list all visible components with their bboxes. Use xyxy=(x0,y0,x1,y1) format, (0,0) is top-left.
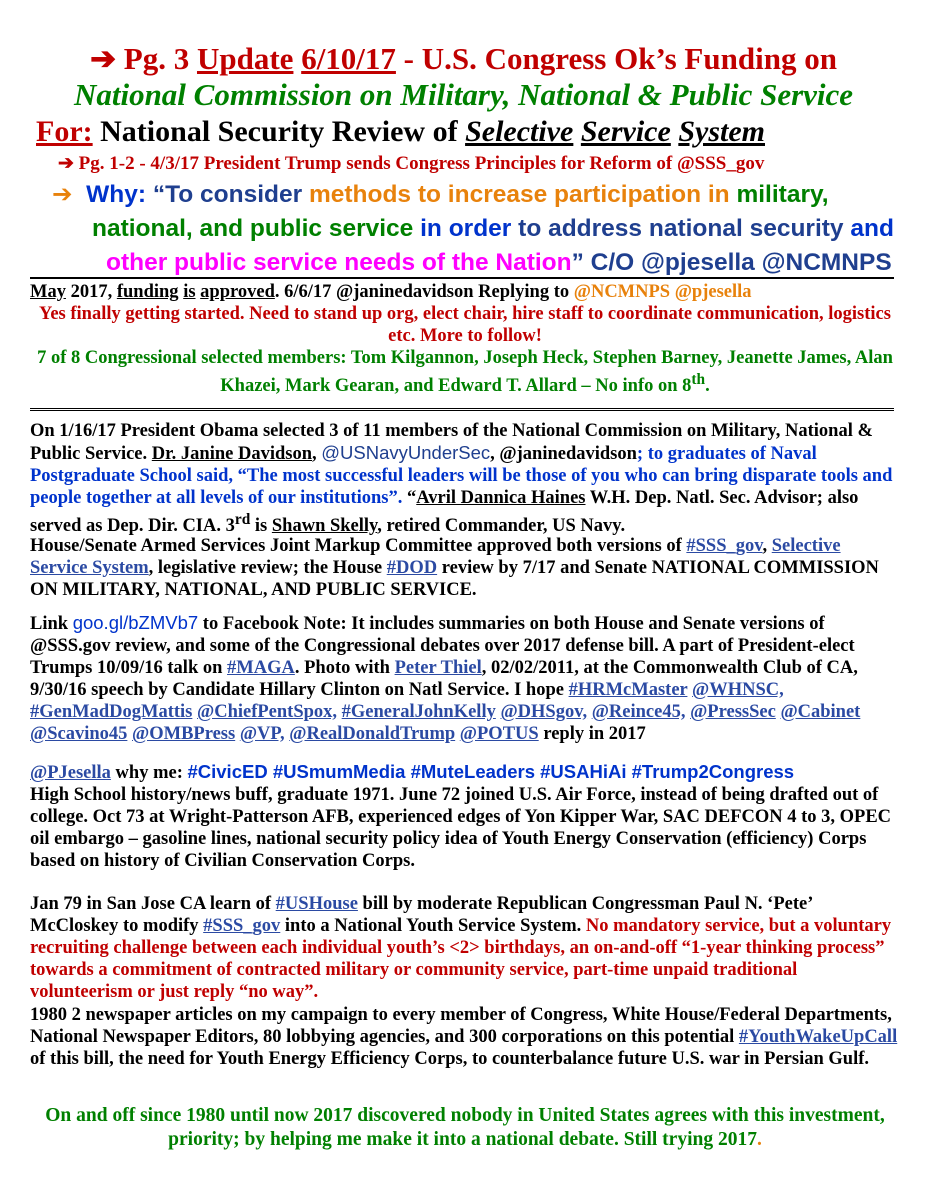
arrow-right-icon: ➔ xyxy=(90,41,117,76)
subtitle-text: Pg. 1-2 - 4/3/17 President Trump sends Congress Principles for Reform of @SSS_gov xyxy=(78,153,765,174)
why-q2: methods to increase participation in xyxy=(308,181,730,208)
tag-potus[interactable]: @POTUS xyxy=(459,724,539,744)
paragraph-1979 xyxy=(30,893,900,1003)
may-funding-block xyxy=(30,281,900,397)
paragraph-1980 xyxy=(30,1004,900,1070)
p1-text-c: , @janinedavidson xyxy=(490,444,637,464)
p3-text-a: Link xyxy=(30,614,73,634)
p3-text-d: , 02/02/2011, at the Commonwealth Club of CA, 9/30/16 speech by Candidate Hillary Clinton on Natl Service. I hope xyxy=(30,658,858,700)
members-sup: th xyxy=(691,371,706,388)
p1-navy-handle: @USNavyUnderSec xyxy=(321,442,491,463)
p5-text-c: into a National Youth Service System. xyxy=(280,916,586,936)
why-q4: national, and public service xyxy=(92,215,414,242)
divider xyxy=(30,277,894,279)
p2-text-a: House/Senate Armed Services Joint Markup Committee approved both versions of xyxy=(30,536,687,556)
why-q5: in order xyxy=(420,215,512,242)
members-text: 7 of 8 Congressional selected members: Tom Kilgannon, Joseph Heck, Stephen Barney, Jeanette James, Alan Khazei, Mark Gearan, and Edward T. Allard – No info on 8 xyxy=(37,348,893,397)
approved-word: approved xyxy=(200,282,275,302)
p3-text-b: to Facebook Note: It includes summaries on both House and Senate versions of @SSS.gov review, and some of the Congressional debates over 2017 defense bill. A part of President-elect Trumps 10/09/16 talk on xyxy=(30,614,855,678)
members-list xyxy=(30,347,900,397)
p1-text-f: W.H. Dep. Natl. Sec. Advisor; also served as Dep. Dir. CIA. 3 xyxy=(30,488,859,537)
paragraph-link xyxy=(30,612,900,745)
p1-text-e: “ xyxy=(402,488,417,508)
hashtag-dod[interactable]: #DOD xyxy=(386,558,438,578)
p1-haines: Avril Dannica Haines xyxy=(416,488,586,508)
hashtag-youthwakeupcall[interactable]: #YouthWakeUpCall xyxy=(738,1027,898,1047)
p5-red-text: No mandatory service, but a voluntary recruiting challenge between each individual youth’s <2> birthdays, an on-and-off “1-year thinking process” towards a commitment of contracted military or community service, part-time unpaid traditional volunteerism or just reply “no way”. xyxy=(30,916,892,1002)
why-q9: ” C/O @pjesella @NCMNPS xyxy=(571,249,892,276)
p2-text-c: , legislative review; the House xyxy=(148,558,387,578)
may-year: 2017, xyxy=(65,282,113,302)
why-statement xyxy=(52,178,912,280)
tag-presssec[interactable]: @PressSec xyxy=(690,702,776,722)
why-line-3 xyxy=(52,246,912,280)
why-q1: “To consider xyxy=(152,181,303,208)
p6-text-b: of this bill, the need for Youth Energy Efficiency Corps, to counterbalance future U.S. war in Persian Gulf. xyxy=(30,1049,869,1069)
tag-dhsgov[interactable]: @DHSgov, xyxy=(500,702,588,722)
tag-cabinet[interactable]: @Cabinet xyxy=(780,702,861,722)
tag-ombpress[interactable]: @OMBPress xyxy=(132,724,236,744)
p2-text-b: , xyxy=(762,536,772,556)
paragraph-why-me xyxy=(30,761,900,872)
title-service: Service xyxy=(580,115,671,148)
link-selective-service[interactable]: Selective Service System xyxy=(30,536,841,578)
why-label: Why xyxy=(86,181,138,208)
p1-skelly: Shawn Skelly xyxy=(271,516,378,537)
p5-text-b: bill by moderate Republican Congressman Paul N. ‘Pete’ McCloskey to modify xyxy=(30,894,813,936)
subtitle-line xyxy=(58,153,764,175)
tag-chiefpentspox[interactable]: @ChiefPentSpox, xyxy=(197,702,338,722)
may-rest: . 6/6/17 @janinedavidson Replying to xyxy=(274,282,570,302)
p1-quote: ; to graduates of Naval Postgraduate School said, “The most successful leaders will be those of you who can bring disparate tools and people together at all levels of our institutions”. xyxy=(30,444,893,508)
title-update: Update xyxy=(196,41,294,76)
closing-statement xyxy=(30,1104,900,1152)
tag-realdonaldtrump[interactable]: @RealDonaldTrump xyxy=(289,724,456,744)
title-line-2: National Commission on Military, National & Public Service xyxy=(73,77,854,112)
tag-generaljohnkelly[interactable]: #GeneralJohnKelly xyxy=(341,702,496,722)
tag-vp[interactable]: @VP, xyxy=(239,724,285,744)
title-rest: - U.S. Congress Ok’s Funding on xyxy=(403,41,837,76)
tag-scavino45[interactable]: @Scavino45 xyxy=(30,724,128,744)
tag-hrmcmaster[interactable]: #HRMcMaster xyxy=(568,680,688,700)
p4-hashtags[interactable]: #CivicED #USmumMedia #MuteLeaders #USAHiAi #Trump2Congress xyxy=(187,761,795,782)
paragraph-obama xyxy=(30,420,900,537)
hashtag-sss-gov-2[interactable]: #SSS_gov xyxy=(203,916,281,936)
p2-text-d: review by 7/17 and Senate NATIONAL COMMISSION ON MILITARY, NATIONAL, AND PUBLIC SERVICE. xyxy=(30,558,879,600)
p5-text-a: Jan 79 in San Jose CA learn of xyxy=(30,894,276,914)
title-page-ref: Pg. 3 xyxy=(123,41,190,76)
p3-text-e: reply in 2017 xyxy=(543,724,646,744)
title-line-1 xyxy=(0,42,927,76)
why-q7: and xyxy=(850,215,894,242)
title-for: For: xyxy=(36,115,93,148)
hashtag-ushouse[interactable]: #USHouse xyxy=(275,894,358,914)
title-system: System xyxy=(678,115,765,148)
closing-end: . xyxy=(756,1129,762,1150)
p4-text-a: why me: xyxy=(110,763,188,783)
reply-handles: @NCMNPS @pjesella xyxy=(573,282,752,302)
p3-text-c: . Photo with xyxy=(294,658,395,678)
title-line-3 xyxy=(36,115,765,149)
p1-text-a: On 1/16/17 President Obama selected 3 of 11 members of the National Commission on Military, National & Public Service. xyxy=(30,421,873,464)
why-colon: : xyxy=(137,181,147,208)
hashtag-sss-gov[interactable]: #SSS_gov xyxy=(686,536,763,556)
hashtag-maga[interactable]: #MAGA xyxy=(227,658,295,678)
funding-word: funding xyxy=(116,282,179,302)
paragraph-house-senate xyxy=(30,535,900,601)
tag-whnsc[interactable]: @WHNSC, xyxy=(692,680,784,700)
is-word: is xyxy=(183,282,196,302)
handle-pjesella[interactable]: @PJesella xyxy=(30,763,111,783)
title-date: 6/10/17 xyxy=(301,41,396,76)
p1-sup: rd xyxy=(234,511,251,528)
arrow-right-icon: ➔ xyxy=(58,153,74,174)
title-mid: National Security Review of xyxy=(100,115,458,148)
p1-davidson: Dr. Janine Davidson xyxy=(151,444,312,464)
may-first-line xyxy=(30,281,900,303)
why-line-2 xyxy=(52,212,912,246)
reply-quote: Yes finally getting started. Need to stand up org, elect chair, hire staff to coordinate communication, logistics etc. More to follow! xyxy=(39,304,891,346)
why-q3: military, xyxy=(736,181,829,208)
why-line-1 xyxy=(52,178,912,212)
members-end: . xyxy=(705,376,710,397)
goo-gl-link[interactable]: goo.gl/bZMVb7 xyxy=(72,612,199,633)
p6-text-a: 1980 2 newspaper articles on my campaign to every member of Congress, White House/Federal Departments, National Newspaper Editors, 80 lobbying agencies, and 300 corporations on this potential xyxy=(30,1005,892,1047)
closing-text: On and off since 1980 until now 2017 discovered nobody in United States agrees with this investment, priority; by helping me make it into a national debate. Still trying 2017 xyxy=(45,1105,885,1150)
may-word: May xyxy=(30,282,66,302)
arrow-right-icon: ➔ xyxy=(52,181,73,208)
tag-reince45[interactable]: @Reince45, xyxy=(591,702,686,722)
p1-text-h: , retired Commander, US Navy. xyxy=(377,516,626,537)
tag-genmaddogmattis[interactable]: #GenMadDogMattis xyxy=(30,702,193,722)
p1-text-g: is xyxy=(250,516,272,537)
why-q8: other public service needs of the Nation xyxy=(106,249,572,276)
why-q6: to address national security xyxy=(518,215,844,242)
link-peter-thiel[interactable]: Peter Thiel xyxy=(394,658,482,678)
double-divider xyxy=(30,408,894,411)
p4-text-b: High School history/news buff, graduate 1971. June 72 joined U.S. Air Force, instead of being drafted out of college. Oct 73 at Wright-Patterson AFB, experienced edges of Yon Kipper War, SAC DEFCON 4 to 3, OPEC oil embargo – gasoline lines, national security policy idea of Youth Energy Conservation (efficiency) Corps based on history of Civilian Conservation Corps. xyxy=(30,785,892,871)
p1-text-b: , xyxy=(312,444,322,464)
title-selective: Selective xyxy=(465,115,574,148)
